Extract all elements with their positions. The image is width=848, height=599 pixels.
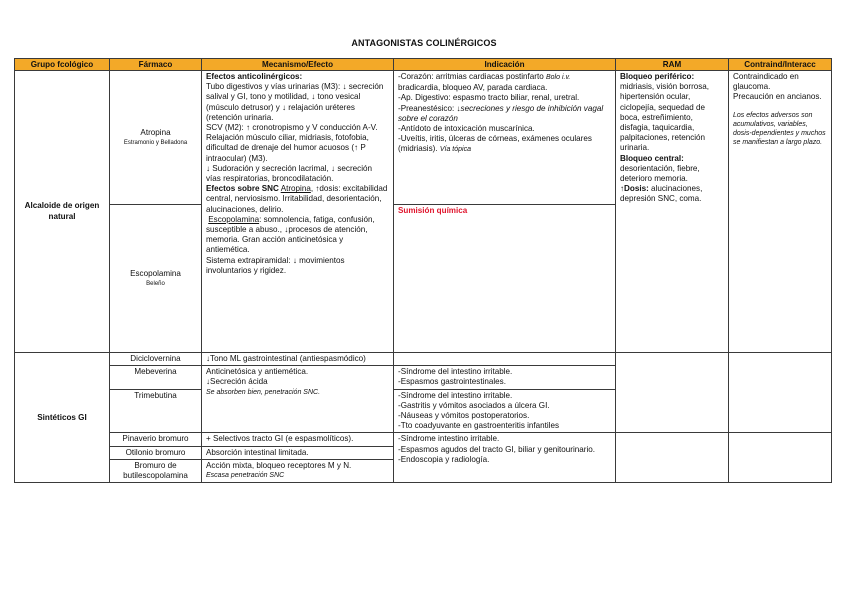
ram-heading: Bloqueo central:: [620, 153, 684, 163]
group-natural: Alcaloide de origen natural: [15, 71, 110, 353]
mec-pinaverio: + Selectivos tracto GI (e espasmolíticos).: [202, 433, 394, 446]
contraind-text: Contraindicado en glaucoma.: [733, 72, 799, 92]
page-title: ANTAGONISTAS COLINÉRGICOS: [351, 38, 497, 48]
drug-butilescopolamina: Bromuro de butilescopolamina: [110, 459, 202, 482]
drug-atropina: [110, 71, 202, 205]
ram-natural: [616, 71, 729, 353]
drug-mebeverina: Mebeverina: [110, 366, 202, 389]
ind-text: -Preanestésico:: [398, 103, 457, 113]
mec-text: Relajación músculo ciliar, midriasis, fotofobia, dificultad de drenaje del humor acuosos (↑ P intraocular) (M3).: [206, 133, 369, 163]
drug-table: [14, 58, 832, 483]
mec-text: Anticinetósica y antiemética.: [206, 367, 309, 377]
ram-heading: Bloqueo periférico:: [620, 72, 695, 81]
drug-otilonio: Otilonio bromuro: [110, 446, 202, 459]
mec-escopolamina: [206, 215, 389, 256]
mec-text: Sistema extrapiramidal: ↓ movimientos involuntarios y rigidez.: [206, 255, 345, 275]
mec-heading-snc: Efectos sobre SNC: [206, 184, 279, 194]
mecanismo-natural: [202, 71, 394, 353]
ind-text: -Gastritis y vómitos asociados a úlcera GI.: [398, 400, 550, 410]
drug-diciclovernina: Diciclovernina: [110, 353, 202, 366]
contraind-text: Precaución en ancianos.: [733, 92, 822, 102]
mec-text: Tubo digestivos y vías urinarias (M3): ↓ secreción salival y GI, tono y motilidad, ↓ tono vesical (músculo detrusor) y ↓ relajación uréteres (retención urinaria.: [206, 82, 384, 122]
mec-text: ↓Secreción ácida: [206, 377, 268, 387]
mec-note: Se absorben bien, penetración SNC.: [206, 388, 321, 396]
ram-dosis: [620, 184, 724, 204]
ram-text: midriasis, visión borrosa, hipertensión ocular, ciclopejía, sequedad de boca, estreñimiento, disfagia, taquicardia, palpitaciones, retención urinaria.: [620, 82, 710, 153]
ind-text: bradicardia, bloqueo AV, parada cardiaca.: [398, 83, 548, 93]
contraind-sinteticos-2: [729, 433, 832, 483]
drug-source: Beleño: [146, 280, 165, 287]
group-sinteticos: Sintéticos GI: [15, 353, 110, 483]
drug-name: Atropina: [140, 128, 171, 138]
mec-note: Escasa penetración SNC: [206, 472, 285, 480]
contraind-natural: [729, 71, 832, 353]
mec-text: SCV (M2): ↑ cronotropismo y V conducción A-V.: [206, 123, 378, 133]
mec-text: ↓ Sudoración y secreción lacrimal, ↓ secreción vías respiratorias, broncodilatación.: [206, 163, 372, 184]
ind-trimebutina: [394, 389, 616, 433]
drug-source: Estramonio y Belladona: [123, 139, 188, 146]
mec-mebeverina-trimebutina: [202, 366, 394, 433]
ind-line: [398, 134, 611, 155]
table-row: [15, 433, 832, 446]
header-farmaco: Fármaco: [110, 59, 202, 71]
ind-note: Bolo i.v.: [546, 74, 571, 81]
mec-otilonio: Absorción intestinal limitada.: [202, 446, 394, 459]
ind-text: -Tto coadyuvante en gastroenteritis infantiles: [398, 421, 560, 431]
mec-text: Acción mixta, bloqueo receptores M y N.: [206, 460, 352, 470]
ind-pinaverio-otilonio-butil: [394, 433, 616, 483]
ind-text: -Síndrome del intestino irritable.: [398, 390, 513, 400]
ind-text: -Antídoto de intoxicación muscarínica.: [398, 124, 535, 134]
ind-text: -Síndrome del intestino irritable.: [398, 367, 513, 377]
header-mecanismo: Mecanismo/Efecto: [202, 59, 394, 71]
ram-text: desorientación, fiebre, deterioro memoria.: [620, 163, 700, 184]
header-ram: RAM: [616, 59, 729, 71]
ind-text: -Corazón: arritmias cardiacas postinfarto: [398, 72, 544, 81]
ind-mebeverina: [394, 366, 616, 389]
ind-text: -Uveítis, iritis, úlceras de córneas, exámenes oculares (midriasis).: [398, 134, 592, 154]
ind-note: Vía tópica: [439, 146, 471, 154]
ind-line: [398, 104, 611, 124]
indicacion-escopolamina: [394, 205, 616, 353]
table-row: [15, 71, 832, 205]
drug-trimebutina: Trimebutina: [110, 389, 202, 433]
ram-heading: ↑Dosis:: [620, 184, 649, 194]
ind-text: -Endoscopia y radiología.: [398, 454, 490, 464]
header-row: [15, 59, 832, 71]
ind-text: -Náuseas y vómitos postoperatorios.: [398, 411, 530, 421]
ram-sinteticos-2: [616, 433, 729, 483]
ind-line: [398, 72, 611, 83]
ind-text: -Ap. Digestivo: espasmo tracto biliar, renal, uretral.: [398, 93, 580, 103]
ind-note: ↓secreciones y riesgo de inhibición vagal sobre el corazón: [398, 103, 604, 123]
ind-sumision-quimica: Sumisión química: [398, 206, 468, 215]
contraind-sinteticos-1: [729, 353, 832, 433]
ram-text: alucinaciones, depresión SNC, coma.: [620, 184, 703, 204]
mec-drug-atropina: Atropina: [280, 184, 311, 194]
ind-diciclovernina: [394, 353, 616, 366]
mec-diciclovernina: ↓Tono ML gastrointestinal (antiespasmódico): [202, 353, 394, 366]
mec-butilescopolamina: [202, 459, 394, 482]
drug-name: Escopolamina: [130, 269, 181, 279]
header-grupo: Grupo fcológico: [15, 59, 110, 71]
mec-drug-escopolamina: Escopolamina: [208, 214, 260, 224]
mec-snc: [206, 184, 389, 215]
header-indicacion: Indicación: [394, 59, 616, 71]
header-contraind: Contraind/Interacc: [729, 59, 832, 71]
table-row: [15, 353, 832, 366]
drug-escopolamina: [110, 205, 202, 353]
indicacion-atropina: [394, 71, 616, 205]
drug-pinaverio: Pinaverio bromuro: [110, 433, 202, 446]
ram-sinteticos-1: [616, 353, 729, 433]
mec-heading-anticolinergicos: Efectos anticolinérgicos:: [206, 72, 303, 81]
ind-text: -Síndrome intestino irritable.: [398, 434, 500, 444]
mec-text: , ↑dosis: excitabilidad central, nerviosismo. Irritabilidad, desorientación, alucinaciones, delirio.: [206, 184, 388, 214]
ind-text: -Espasmos agudos del tracto GI, biliar y genitourinario.: [398, 444, 596, 454]
mec-text: : somnolencia, fatiga, confusión, susceptible a abuso., ↓procesos de atención, memoria. Gran acción anticinetósica y antiemética.: [206, 214, 375, 255]
contraind-note: Los efectos adversos son acumulativos, variables, dosis-dependientes y muchos se manifiestan a largo plazo.: [733, 111, 826, 146]
ind-text: -Espasmos gastrointestinales.: [398, 377, 506, 387]
